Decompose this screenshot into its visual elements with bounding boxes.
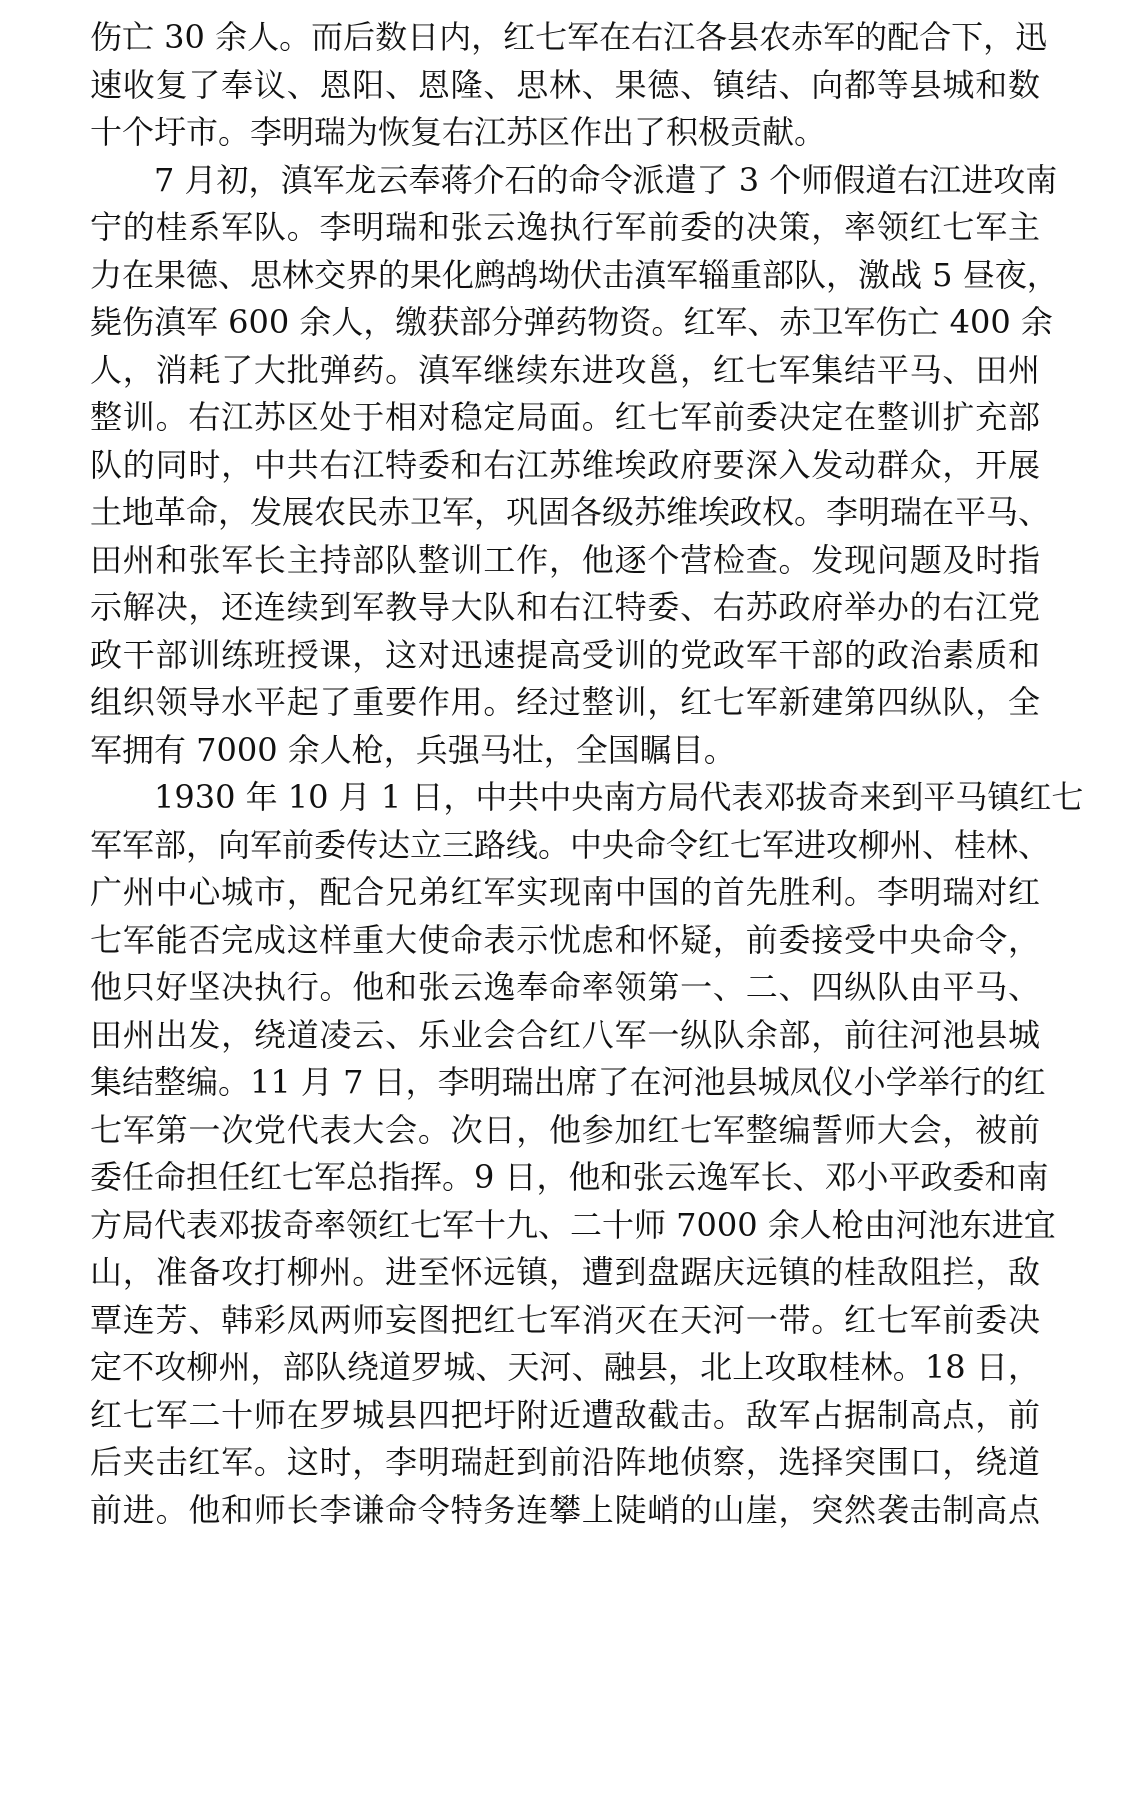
text-line: 整训。右江苏区处于相对稳定局面。红七军前委决定在整训扩充部 <box>90 398 1040 436</box>
text-line: 政干部训练班授课，这对迅速提高受训的党政军干部的政治素质和 <box>90 635 1040 674</box>
text-line: 宁的桂系军队。李明瑞和张云逸执行军前委的决策，率领红七军主 <box>90 208 1040 246</box>
text-line: 山，准备攻打柳州。进至怀远镇，遭到盘踞庆远镇的桂敌阻拦，敌 <box>90 1253 1040 1291</box>
text-line: 示解决，还连续到军教导大队和右江特委、右苏政府举办的右江党 <box>90 588 1040 626</box>
text-line: 队的同时，中共右江特委和右江苏维埃政府要深入发动群众，开展 <box>90 445 1040 484</box>
text-line: 七军能否完成这样重大使命表示忧虑和怀疑，前委接受中央命令， <box>90 920 1040 959</box>
text-line: 7 月初，滇军龙云奉蒋介石的命令派遣了 3 个师假道右江进攻南 <box>154 160 1058 199</box>
text-line: 1930 年 10 月 1 日，中共中央南方局代表邓拔奇来到平马镇红七 <box>154 778 1084 816</box>
text-line: 覃连芳、韩彩凤两师妄图把红七军消灭在天河一带。红七军前委决 <box>90 1300 1040 1339</box>
text-line: 前进。他和师长李谦命令特务连攀上陡峭的山崖，突然袭击制高点 <box>90 1490 1040 1529</box>
text-line: 红七军二十师在罗城县四把圩附近遭敌截击。敌军占据制高点，前 <box>90 1395 1040 1434</box>
paragraph-1 <box>90 14 1048 157</box>
text-line: 军军部，向军前委传达立三路线。中央命令红七军进攻柳州、桂林、 <box>90 825 1051 864</box>
text-line: 他只好坚决执行。他和张云逸奉命率领第一、二、四纵队由平马、 <box>90 968 1040 1006</box>
text-line: 军拥有 7000 余人枪，兵强马壮，全国瞩目。 <box>90 730 736 769</box>
text-line: 力在果德、思林交界的果化鹧鸪坳伏击滇军辎重部队，激战 5 昼夜， <box>90 255 1059 294</box>
text-line: 定不攻柳州，部队绕道罗城、天河、融县，北上攻取桂林。18 日， <box>90 1348 1040 1386</box>
paragraph-2 <box>90 157 1059 775</box>
text-line: 集结整编。11 月 7 日，李明瑞出席了在河池县城凤仪小学举行的红 <box>90 1063 1046 1101</box>
text-line: 田州和张军长主持部队整训工作，他逐个营检查。发现问题及时指 <box>90 540 1040 579</box>
text-line: 委任命担任红七军总指挥。9 日，他和张云逸军长、邓小平政委和南 <box>90 1158 1049 1196</box>
text-line: 伤亡 30 余人。而后数日内，红七军在右江各县农赤军的配合下，迅 <box>90 18 1048 56</box>
text-line: 土地革命，发展农民赤卫军，巩固各级苏维埃政权。李明瑞在平马、 <box>90 493 1051 531</box>
text-line: 后夹击红军。这时，李明瑞赶到前沿阵地侦察，选择突围口，绕道 <box>90 1443 1040 1481</box>
text-line: 十个圩市。李明瑞为恢复右江苏区作出了积极贡献。 <box>90 113 827 151</box>
text-line: 七军第一次党代表大会。次日，他参加红七军整编誓师大会，被前 <box>90 1110 1040 1149</box>
text-line: 广州中心城市，配合兄弟红军实现南中国的首先胜利。李明瑞对红 <box>90 873 1040 911</box>
paragraph-3 <box>90 774 1084 1534</box>
text-line: 方局代表邓拔奇率领红七军十九、二十师 7000 余人枪由河池东进宜 <box>90 1205 1056 1244</box>
document-page <box>90 14 1084 1534</box>
text-line: 田州出发，绕道凌云、乐业会合红八军一纵队余部，前往河池县城 <box>90 1015 1040 1054</box>
text-line: 毙伤滇军 600 余人，缴获部分弹药物资。红军、赤卫军伤亡 400 余 <box>90 303 1053 341</box>
text-line: 速收复了奉议、恩阳、恩隆、思林、果德、镇结、向都等县城和数 <box>90 65 1040 104</box>
text-line: 人，消耗了大批弹药。滇军继续东进攻邕，红七军集结平马、田州 <box>90 350 1040 389</box>
text-line: 组织领导水平起了重要作用。经过整训，红七军新建第四纵队，全 <box>90 683 1040 721</box>
